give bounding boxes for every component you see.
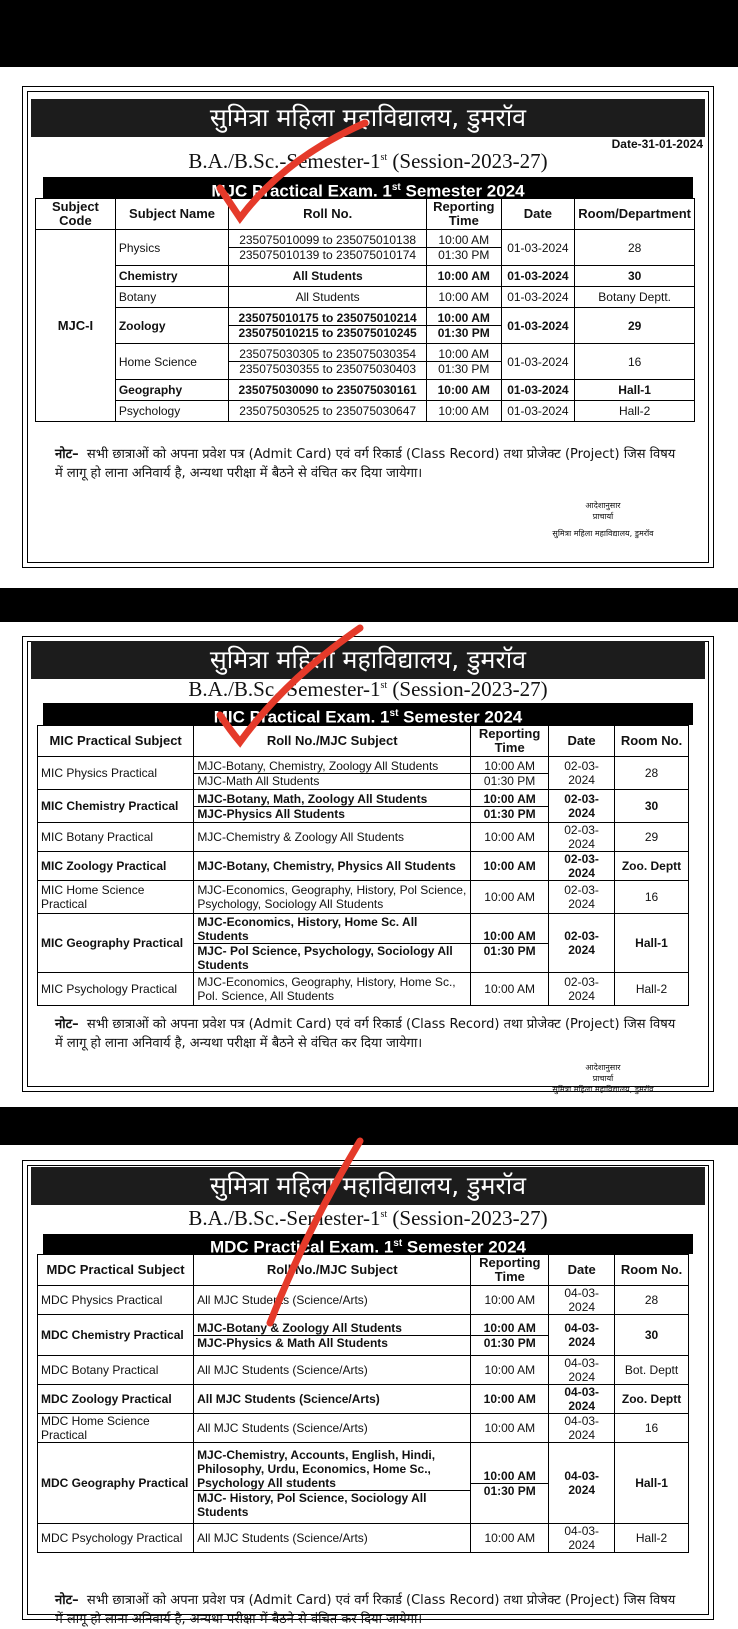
exam-title-text2: Semester 2024 bbox=[405, 181, 525, 201]
reporting-time-line: 10:00 AM bbox=[438, 347, 490, 361]
semester-line bbox=[23, 677, 713, 702]
roll-subject-line: MJC-Economics, Geography, History, Pol Science, Psychology, Sociology All Students bbox=[197, 883, 467, 911]
roll-no-line: 235075030305 to 235075030354 bbox=[239, 347, 417, 361]
semester-line bbox=[23, 1206, 713, 1231]
roll-subject bbox=[194, 973, 471, 1006]
practical-subject: MIC Physics Practical bbox=[38, 757, 194, 790]
practical-subject: MIC Zoology Practical bbox=[38, 852, 194, 881]
semester-sup: st bbox=[380, 152, 388, 163]
table-header-row bbox=[36, 199, 695, 230]
exam-date: 04-03-2024 bbox=[549, 1315, 615, 1356]
exam-date: 04-03-2024 bbox=[549, 1524, 615, 1553]
room: 30 bbox=[615, 790, 689, 823]
separator-band bbox=[0, 1107, 738, 1145]
note-text: सभी छात्राओं को अपना प्रवेश पत्र (Admit Card) एवं वर्ग रिकार्ड (Class Record) तथा प्रोजेक्ट (Project) जिस विषय में लागू हो लाना अनिवार्य है, अन्यथा परीक्षा में बैठने से वंचित कर दिया जायेगा। bbox=[55, 1017, 676, 1051]
roll-subject-line: All MJC Students (Science/Arts) bbox=[197, 1363, 368, 1377]
column-header: Roll No. bbox=[229, 199, 427, 230]
roll-subject-line: MJC- History, Pol Science, Sociology All Students bbox=[194, 1490, 470, 1519]
table-row bbox=[38, 757, 689, 790]
roll-subject bbox=[194, 823, 471, 852]
reporting-time-line: 10:00 AM bbox=[484, 830, 535, 844]
reporting-time bbox=[471, 881, 549, 914]
table-row bbox=[36, 230, 695, 266]
room: Hall-1 bbox=[575, 380, 695, 401]
exam-title bbox=[43, 1234, 693, 1257]
roll-subject bbox=[194, 1315, 471, 1356]
table-row bbox=[38, 1286, 689, 1315]
table-row bbox=[38, 1524, 689, 1553]
exam-date: 01-03-2024 bbox=[501, 308, 575, 344]
room: 29 bbox=[615, 823, 689, 852]
subject-name: Botany bbox=[115, 287, 228, 308]
subject-name: Geography bbox=[115, 380, 228, 401]
table-row bbox=[38, 823, 689, 852]
reporting-time-line: 10:00 AM bbox=[484, 758, 535, 773]
column-header: Date bbox=[549, 726, 615, 757]
reporting-time bbox=[471, 1414, 549, 1443]
reporting-time-line: 10:00 AM bbox=[437, 269, 490, 283]
practical-subject: MIC Chemistry Practical bbox=[38, 790, 194, 823]
table-row bbox=[38, 852, 689, 881]
roll-no-line: 235075010139 to 235075010174 bbox=[229, 247, 426, 262]
roll-subject bbox=[194, 914, 471, 973]
notice-mdc bbox=[22, 1160, 714, 1627]
college-banner: सुमित्रा महिला महाविद्यालय, डुमरॉव bbox=[31, 99, 705, 137]
exam-date: 01-03-2024 bbox=[501, 401, 575, 422]
reporting-time-line: 01:30 PM bbox=[471, 773, 548, 788]
table-header-row bbox=[38, 726, 689, 757]
reporting-time bbox=[471, 1443, 549, 1524]
semester-text: B.A./B.Sc.-Semester-1 bbox=[188, 149, 381, 173]
reporting-time-line: 10:00 AM bbox=[438, 233, 490, 247]
practical-subject: MIC Botany Practical bbox=[38, 823, 194, 852]
roll-no bbox=[229, 344, 427, 380]
notice-mic bbox=[22, 636, 714, 1092]
roll-no-line: 235075010099 to 235075010138 bbox=[239, 233, 417, 247]
room: 29 bbox=[575, 308, 695, 344]
exam-title-sup: st bbox=[389, 708, 399, 719]
roll-subject-line: MJC-Physics All Students bbox=[194, 806, 470, 821]
practical-subject: MIC Home Science Practical bbox=[38, 881, 194, 914]
reporting-time-line: 10:00 AM bbox=[484, 1293, 536, 1307]
reporting-time bbox=[427, 401, 501, 422]
practical-subject: MDC Chemistry Practical bbox=[38, 1315, 194, 1356]
reporting-time bbox=[427, 308, 501, 344]
reporting-time-line: 10:00 AM bbox=[437, 383, 490, 397]
reporting-time bbox=[471, 1524, 549, 1553]
roll-subject-line: MJC-Botany, Chemistry, Physics All Students bbox=[197, 859, 456, 873]
exam-date: 01-03-2024 bbox=[501, 266, 575, 287]
separator-band bbox=[0, 0, 738, 67]
reporting-time-line: 10:00 AM bbox=[484, 1531, 536, 1545]
reporting-time-line: 01:30 PM bbox=[427, 361, 500, 376]
table-row bbox=[38, 1315, 689, 1356]
room: 16 bbox=[575, 344, 695, 380]
reporting-time bbox=[427, 380, 501, 401]
exam-date: 04-03-2024 bbox=[549, 1414, 615, 1443]
exam-date: 04-03-2024 bbox=[549, 1443, 615, 1524]
roll-subject-line: MJC-Botany, Math, Zoology All Students bbox=[197, 791, 428, 806]
exam-title-text: MIC Practical Exam. 1 bbox=[213, 707, 390, 727]
table-row bbox=[38, 1443, 689, 1524]
semester-sup: st bbox=[380, 680, 388, 691]
exam-date: 02-03-2024 bbox=[549, 881, 615, 914]
exam-title-sup: st bbox=[391, 182, 401, 193]
reporting-time-line: 10:00 AM bbox=[484, 1421, 536, 1435]
roll-no bbox=[229, 230, 427, 266]
exam-date: 04-03-2024 bbox=[549, 1286, 615, 1315]
reporting-time-line: 10:00 AM bbox=[483, 928, 536, 943]
room: 28 bbox=[575, 230, 695, 266]
roll-subject bbox=[194, 1524, 471, 1553]
reporting-time bbox=[471, 1286, 549, 1315]
reporting-time bbox=[471, 973, 549, 1006]
table-row bbox=[36, 287, 695, 308]
table-row bbox=[36, 344, 695, 380]
roll-no bbox=[229, 401, 427, 422]
roll-subject-line: MJC-Physics & Math All Students bbox=[194, 1335, 470, 1350]
reporting-time bbox=[471, 1315, 549, 1356]
table-row bbox=[36, 308, 695, 344]
semester-sup: st bbox=[380, 1209, 388, 1220]
table-row bbox=[38, 914, 689, 973]
reporting-time bbox=[471, 852, 549, 881]
practical-subject: MIC Geography Practical bbox=[38, 914, 194, 973]
roll-no-line: 235075010175 to 235075010214 bbox=[238, 311, 417, 325]
signature-block bbox=[528, 500, 678, 539]
roll-subject-line: MJC-Economics, Geography, History, Home Sc., Pol. Science, All Students bbox=[197, 975, 456, 1003]
table-row bbox=[38, 1385, 689, 1414]
reporting-time-line: 10:00 AM bbox=[483, 1320, 536, 1335]
column-header: Subject Name bbox=[115, 199, 228, 230]
column-header: Reporting Time bbox=[471, 1255, 549, 1286]
sign-line-2: प्राचार्या bbox=[592, 1074, 614, 1083]
college-banner: सुमित्रा महिला महाविद्यालय, डुमरॉव bbox=[31, 1167, 705, 1205]
semester-line bbox=[23, 149, 713, 174]
column-header: Room/Department bbox=[575, 199, 695, 230]
roll-subject-line: MJC-Math All Students bbox=[194, 773, 470, 788]
roll-subject-line: MJC-Chemistry, Accounts, English, Hindi, Philosophy, Urdu, Economics, Home Sc., Psychology All students bbox=[197, 1447, 436, 1490]
roll-no-line: 235075030525 to 235075030647 bbox=[239, 404, 417, 418]
table-row bbox=[38, 973, 689, 1006]
roll-subject-line: MJC-Botany, Chemistry, Zoology All Students bbox=[197, 758, 439, 773]
roll-subject-line: All MJC Students (Science/Arts) bbox=[197, 1421, 368, 1435]
mic-schedule-table bbox=[37, 725, 689, 1006]
note-label: नोट– bbox=[55, 447, 79, 462]
room: 16 bbox=[615, 1414, 689, 1443]
roll-subject-line: MJC-Economics, History, Home Sc. All Students bbox=[197, 914, 418, 943]
room: 30 bbox=[615, 1315, 689, 1356]
roll-subject bbox=[194, 1356, 471, 1385]
reporting-time-line: 10:00 AM bbox=[484, 982, 535, 996]
room: Hall-1 bbox=[615, 1443, 689, 1524]
roll-no bbox=[229, 380, 427, 401]
roll-no-line: All Students bbox=[292, 269, 363, 283]
subject-name: Psychology bbox=[115, 401, 228, 422]
sign-line-3: सुमित्रा महिला महाविद्यालय, डुमरॉव bbox=[552, 1085, 654, 1094]
notice-date: Date-31-01-2024 bbox=[611, 137, 703, 151]
exam-date: 04-03-2024 bbox=[549, 1385, 615, 1414]
subject-code: MJC-I bbox=[36, 230, 116, 422]
practical-subject: MDC Botany Practical bbox=[38, 1356, 194, 1385]
reporting-time-line: 01:30 PM bbox=[427, 325, 500, 340]
table-header-row bbox=[38, 1255, 689, 1286]
reporting-time bbox=[427, 266, 501, 287]
roll-subject-line: All MJC Students (Science/Arts) bbox=[197, 1531, 368, 1545]
roll-subject bbox=[194, 1414, 471, 1443]
subject-name: Physics bbox=[115, 230, 228, 266]
reporting-time-line: 10:00 AM bbox=[484, 890, 535, 904]
reporting-time bbox=[427, 344, 501, 380]
roll-subject bbox=[194, 790, 471, 823]
roll-subject bbox=[194, 757, 471, 790]
roll-subject-line: MJC-Chemistry & Zoology All Students bbox=[197, 830, 405, 844]
exam-date: 02-03-2024 bbox=[549, 973, 615, 1006]
exam-date: 01-03-2024 bbox=[501, 380, 575, 401]
practical-subject: MIC Psychology Practical bbox=[38, 973, 194, 1006]
exam-date: 02-03-2024 bbox=[549, 757, 615, 790]
room: Hall-2 bbox=[575, 401, 695, 422]
column-header: Room No. bbox=[615, 1255, 689, 1286]
session-text: (Session-2023-27) bbox=[392, 1206, 548, 1230]
roll-no-line: 235075010215 to 235075010245 bbox=[229, 325, 426, 340]
signature-block bbox=[528, 1062, 678, 1095]
exam-date: 02-03-2024 bbox=[549, 823, 615, 852]
exam-date: 01-03-2024 bbox=[501, 344, 575, 380]
reporting-time-line: 10:00 AM bbox=[437, 311, 490, 325]
notice-note bbox=[55, 1015, 683, 1053]
reporting-time-line: 01:30 PM bbox=[471, 943, 548, 958]
reporting-time-line: 10:00 AM bbox=[483, 791, 536, 806]
roll-subject bbox=[194, 1385, 471, 1414]
table-row bbox=[36, 380, 695, 401]
room: Hall-2 bbox=[615, 1524, 689, 1553]
note-text: सभी छात्राओं को अपना प्रवेश पत्र (Admit Card) एवं वर्ग रिकार्ड (Class Record) तथा प्रोजेक्ट (Project) जिस विषय में लागू हो लाना अनिवार्य है, अन्यथा परीक्षा में बैठने से वंचित कर दिया जायेगा। bbox=[55, 1593, 676, 1627]
exam-date: 04-03-2024 bbox=[549, 1356, 615, 1385]
exam-date: 02-03-2024 bbox=[549, 852, 615, 881]
exam-title bbox=[43, 703, 693, 725]
roll-no bbox=[229, 287, 427, 308]
reporting-time-line: 10:00 AM bbox=[484, 1363, 536, 1377]
exam-title-sup: st bbox=[393, 1238, 403, 1249]
roll-no-line: All Students bbox=[295, 290, 360, 304]
room: Bot. Deptt bbox=[615, 1356, 689, 1385]
table-row bbox=[38, 790, 689, 823]
column-header: MDC Practical Subject bbox=[38, 1255, 194, 1286]
reporting-time bbox=[427, 287, 501, 308]
mdc-schedule-table bbox=[37, 1254, 689, 1553]
notice-mjc bbox=[22, 86, 714, 568]
practical-subject: MDC Zoology Practical bbox=[38, 1385, 194, 1414]
roll-subject-line: All MJC Students (Science/Arts) bbox=[197, 1392, 380, 1406]
reporting-time-line: 01:30 PM bbox=[471, 1483, 548, 1498]
session-text: (Session-2023-27) bbox=[392, 149, 548, 173]
roll-no bbox=[229, 266, 427, 287]
roll-subject bbox=[194, 852, 471, 881]
table-row bbox=[38, 1356, 689, 1385]
column-header: Date bbox=[501, 199, 575, 230]
subject-name: Home Science bbox=[115, 344, 228, 380]
table-row bbox=[38, 1414, 689, 1443]
reporting-time bbox=[471, 1385, 549, 1414]
reporting-time-line: 10:00 AM bbox=[438, 290, 490, 304]
practical-subject: MDC Psychology Practical bbox=[38, 1524, 194, 1553]
practical-subject: MDC Physics Practical bbox=[38, 1286, 194, 1315]
room: 16 bbox=[615, 881, 689, 914]
roll-subject bbox=[194, 1286, 471, 1315]
exam-title-text2: Semester 2024 bbox=[403, 707, 523, 727]
column-header: Reporting Time bbox=[427, 199, 501, 230]
reporting-time bbox=[471, 823, 549, 852]
sign-line-3: सुमित्रा महिला महाविद्यालय, डुमरॉव bbox=[552, 529, 654, 538]
college-banner: सुमित्रा महिला महाविद्यालय, डुमरॉव bbox=[31, 641, 705, 679]
semester-text: B.A./B.Sc.-Semester-1 bbox=[188, 677, 381, 701]
reporting-time-line: 10:00 AM bbox=[438, 404, 490, 418]
room: 28 bbox=[615, 757, 689, 790]
roll-no-line: 235075030355 to 235075030403 bbox=[229, 361, 426, 376]
exam-title-text: MJC Practical Exam. 1 bbox=[211, 181, 392, 201]
subject-name: Zoology bbox=[115, 308, 228, 344]
mjc-schedule-table bbox=[35, 198, 695, 422]
roll-subject bbox=[194, 1443, 471, 1524]
reporting-time bbox=[471, 1356, 549, 1385]
roll-subject-line: All MJC Students (Science/Arts) bbox=[197, 1293, 368, 1307]
exam-date: 01-03-2024 bbox=[501, 287, 575, 308]
column-header: Date bbox=[549, 1255, 615, 1286]
column-header: Roll No./MJC Subject bbox=[194, 1255, 471, 1286]
reporting-time bbox=[471, 757, 549, 790]
practical-subject: MDC Geography Practical bbox=[38, 1443, 194, 1524]
practical-subject: MDC Home Science Practical bbox=[38, 1414, 194, 1443]
roll-no bbox=[229, 308, 427, 344]
semester-text: B.A./B.Sc.-Semester-1 bbox=[188, 1206, 381, 1230]
room: 30 bbox=[575, 266, 695, 287]
column-header: MIC Practical Subject bbox=[38, 726, 194, 757]
roll-subject-line: MJC- Pol Science, Psychology, Sociology All Students bbox=[194, 943, 470, 972]
roll-subject-line: MJC-Botany & Zoology All Students bbox=[197, 1320, 402, 1335]
table-row bbox=[36, 401, 695, 422]
sign-line-1: आदेशानुसार bbox=[585, 1063, 621, 1072]
reporting-time-line: 01:30 PM bbox=[471, 806, 548, 821]
room: Hall-1 bbox=[615, 914, 689, 973]
reporting-time-line: 10:00 AM bbox=[483, 1468, 536, 1483]
exam-title-text: MDC Practical Exam. 1 bbox=[209, 1237, 394, 1257]
column-header: Reporting Time bbox=[471, 726, 549, 757]
column-header: Roll No./MJC Subject bbox=[194, 726, 471, 757]
exam-title bbox=[43, 177, 693, 199]
sign-line-1: आदेशानुसार bbox=[585, 501, 621, 510]
reporting-time-line: 10:00 AM bbox=[483, 1392, 536, 1406]
reporting-time-line: 01:30 PM bbox=[427, 247, 500, 262]
note-text: सभी छात्राओं को अपना प्रवेश पत्र (Admit Card) एवं वर्ग रिकार्ड (Class Record) तथा प्रोजेक्ट (Project) जिस विषय में लागू हो लाना अनिवार्य है, अन्यथा परीक्षा में बैठने से वंचित कर दिया जायेगा। bbox=[55, 447, 676, 481]
column-header: Room No. bbox=[615, 726, 689, 757]
note-label: नोट– bbox=[55, 1017, 79, 1032]
reporting-time bbox=[427, 230, 501, 266]
exam-date: 02-03-2024 bbox=[549, 790, 615, 823]
note-label: नोट– bbox=[55, 1593, 79, 1608]
room: 28 bbox=[615, 1286, 689, 1315]
roll-no-line: 235075030090 to 235075030161 bbox=[238, 383, 417, 397]
room: Hall-2 bbox=[615, 973, 689, 1006]
reporting-time-line: 10:00 AM bbox=[483, 859, 536, 873]
reporting-time bbox=[471, 790, 549, 823]
separator-band bbox=[0, 588, 738, 622]
room: Zoo. Deptt bbox=[615, 852, 689, 881]
subject-name: Chemistry bbox=[115, 266, 228, 287]
table-row bbox=[38, 881, 689, 914]
exam-date: 01-03-2024 bbox=[501, 230, 575, 266]
exam-date: 02-03-2024 bbox=[549, 914, 615, 973]
reporting-time bbox=[471, 914, 549, 973]
room: Zoo. Deptt bbox=[615, 1385, 689, 1414]
notice-note bbox=[55, 445, 683, 483]
table-row bbox=[36, 266, 695, 287]
column-header: Subject Code bbox=[36, 199, 116, 230]
room: Botany Deptt. bbox=[575, 287, 695, 308]
reporting-time-line: 01:30 PM bbox=[471, 1335, 548, 1350]
session-text: (Session-2023-27) bbox=[392, 677, 548, 701]
notice-note bbox=[55, 1591, 683, 1629]
roll-subject bbox=[194, 881, 471, 914]
sign-line-2: प्राचार्या bbox=[592, 512, 614, 521]
exam-title-text2: Semester 2024 bbox=[406, 1237, 527, 1257]
